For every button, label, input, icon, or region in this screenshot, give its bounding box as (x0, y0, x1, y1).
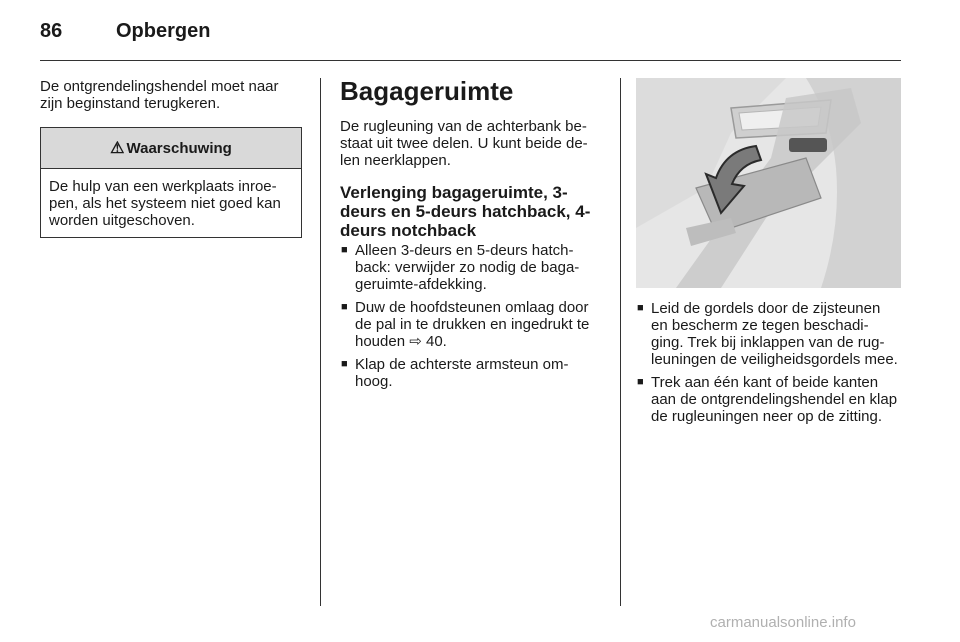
list-item: ■ Klap de achterste armsteun om-hoog. (341, 356, 569, 390)
bullet-square-icon: ■ (341, 358, 348, 370)
column-middle (340, 78, 604, 396)
section-title: Bagageruimte (340, 76, 514, 106)
list-item: ■ Duw de hoofdsteunen omlaag door de pal in te drukken en ingedrukt te houden ⇨ 40. (341, 299, 590, 350)
list-item: ■ Leid de gordels door de zijsteunen en bescherm ze tegen beschadi-ging. Trek bij inklappen van de rug-leuningen de veiligheidsgordels mee. (637, 300, 898, 368)
page-number: 86 (40, 20, 63, 42)
page-reference-icon: ⇨ (409, 333, 422, 350)
seatbelt-illustration (636, 78, 901, 288)
warning-header (41, 128, 301, 169)
list-item: ■ Alleen 3-deurs en 5-deurs hatch-back: verwijder zo nodig de baga-geruimte-afdekking. (341, 242, 580, 293)
instruction-list-right (636, 300, 901, 425)
bullet-square-icon: ■ (637, 376, 644, 388)
sub-section-title: Verlenging bagageruimte, 3-deurs en 5-deurs hatchback, 4-deurs notchback (340, 183, 591, 240)
seatbelt-guide-drawing (636, 78, 901, 288)
column-divider-right (620, 78, 621, 606)
bullet-square-icon: ■ (341, 244, 348, 256)
header-rule (40, 60, 901, 61)
column-right (636, 78, 901, 431)
warning-title: Waarschuwing (126, 139, 232, 157)
page-reference[interactable]: 40. (425, 333, 447, 350)
warning-triangle-icon: ⚠ (110, 140, 125, 157)
column-divider-left (320, 78, 321, 606)
release-lever (789, 138, 827, 152)
list-item: ■ Trek aan één kant of beide kanten aan de ontgrendelingshendel en klap de rugleuningen neer op de zitting. (637, 374, 898, 425)
page-title: Opbergen (116, 20, 211, 42)
lead-paragraph: De ontgrendelingshendel moet naar zijn beginstand terugkeren. (40, 78, 279, 112)
column-left (40, 78, 302, 238)
instruction-list (340, 242, 604, 390)
intro-paragraph: De rugleuning van de achterbank be-staat uit twee delen. U kunt beide de-len neerklappen. (340, 118, 588, 169)
watermark: carmanualsonline.info (710, 614, 856, 631)
warning-body: De hulp van een werkplaats inroe-pen, als het systeem niet goed kan worden uitgeschoven. (49, 178, 281, 229)
bullet-square-icon: ■ (637, 302, 644, 314)
bullet-square-icon: ■ (341, 301, 348, 313)
warning-box (40, 127, 302, 238)
